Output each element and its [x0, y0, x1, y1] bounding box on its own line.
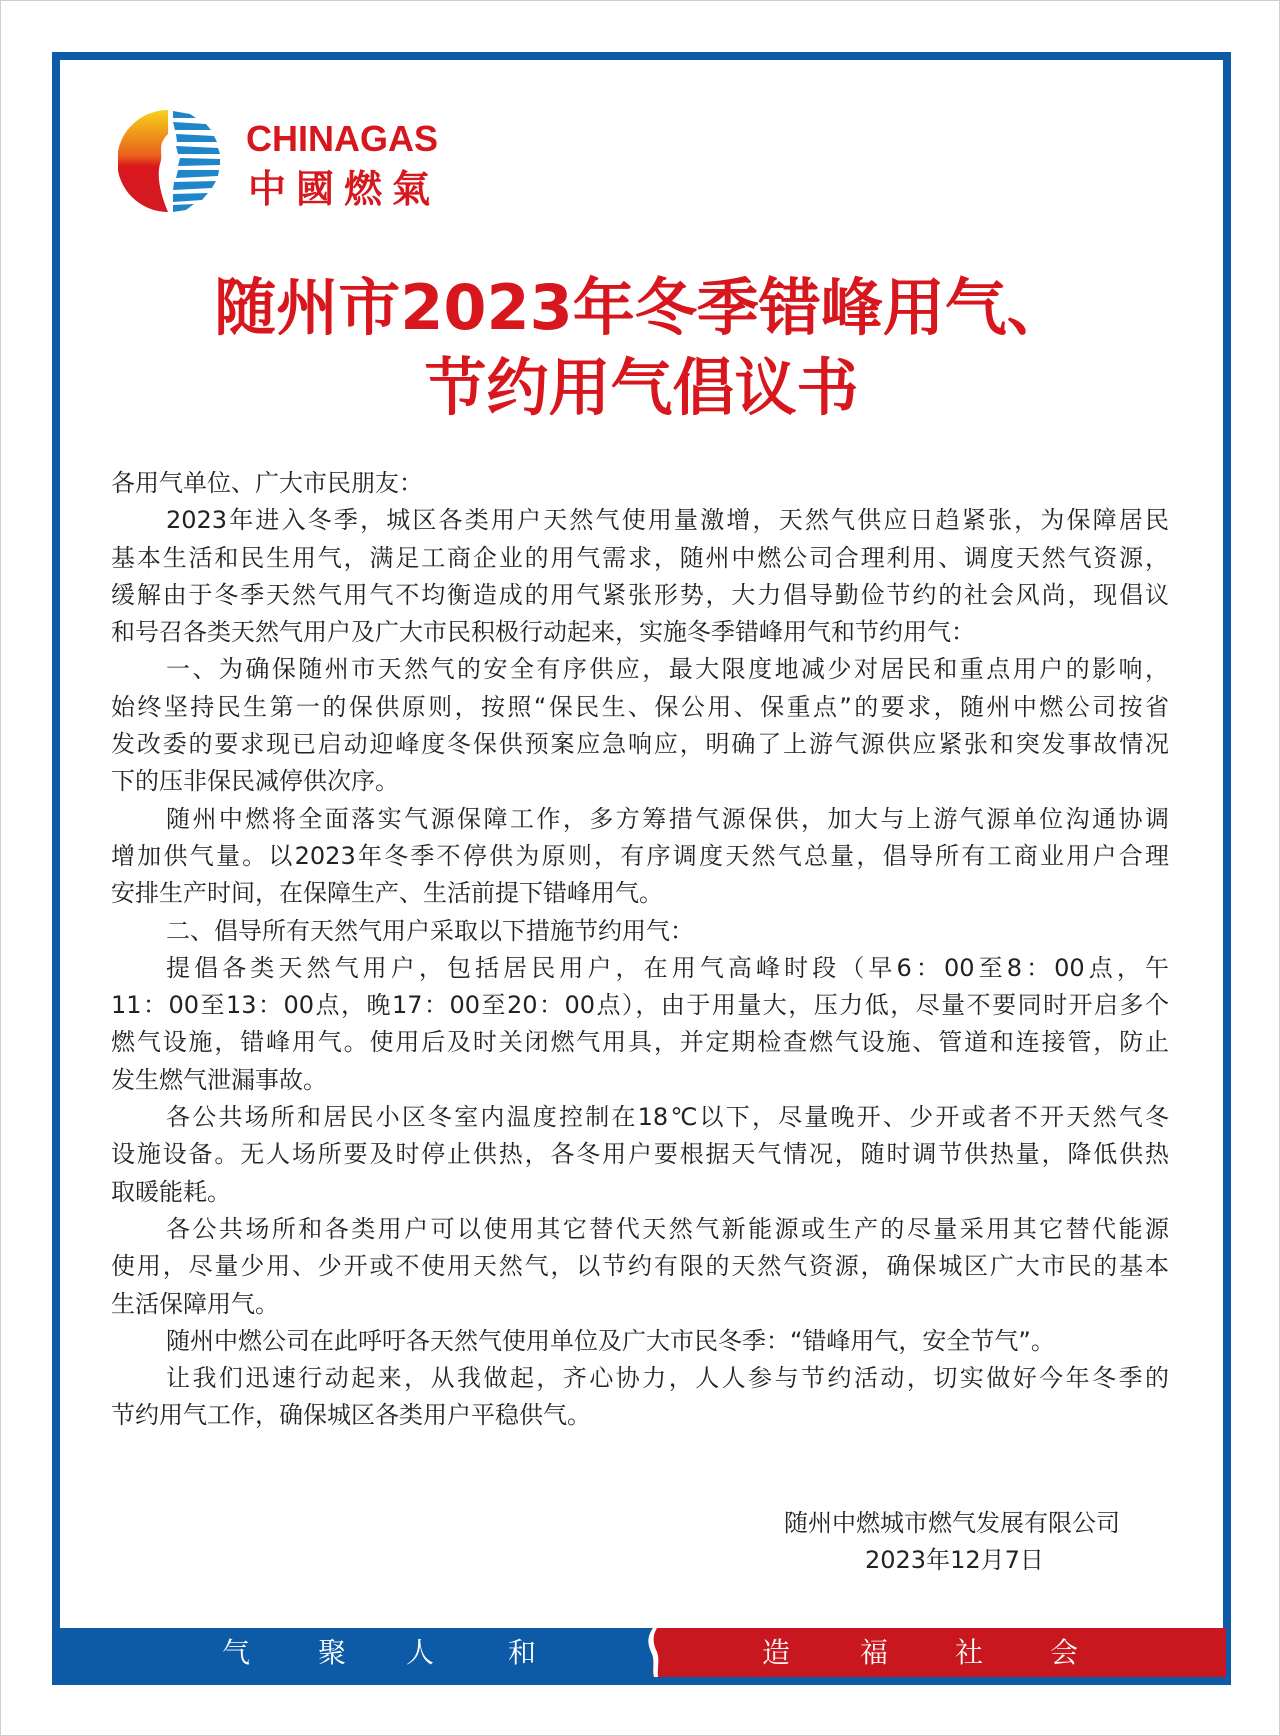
document-title-line2: 节约用气倡议书	[424, 351, 859, 424]
paragraph-3-line: 随州中燃将全面落实气源保障工作，多方筹措气源保供，加大与上游气源单位沟通协调	[166, 805, 1169, 833]
footer-band-blue	[60, 1628, 655, 1677]
paragraph-1-line: 基本生活和民生用气，满足工商企业的用气需求，随州中燃公司合理利用、调度天然气资源，	[111, 544, 1169, 572]
paragraph-9-line: 节约用气工作，确保城区各类用户平稳供气。	[111, 1401, 591, 1429]
signature-date: 2023年12月7日	[865, 1546, 1044, 1574]
flame-wave-icon	[640, 1628, 666, 1677]
slogan-right-char: 造	[762, 1636, 791, 1669]
footer-band-red	[653, 1628, 1226, 1677]
slogan-left-char: 和	[508, 1636, 537, 1669]
paragraph-2-line: 一、为确保随州市天然气的安全有序供应，最大限度地减少对居民和重点用户的影响，	[166, 655, 1169, 683]
paragraph-6-line: 设施设备。无人场所要及时停止供热，各冬用户要根据天气情况，随时调节供热量，降低供热	[111, 1140, 1169, 1168]
paragraph-7-line: 生活保障用气。	[111, 1290, 279, 1318]
paragraph-6-line: 取暖能耗。	[111, 1178, 231, 1206]
paragraph-2-line: 下的压非保民减停供次序。	[111, 767, 399, 795]
paragraph-5-line: 11：00至13：00点，晚17：00至20：00点），由于用量大，压力低，尽量不要同时开启多个	[111, 991, 1169, 1019]
paragraph-3-line: 安排生产时间，在保障生产、生活前提下错峰用气。	[111, 879, 663, 907]
paragraph-6-line: 各公共场所和居民小区冬室内温度控制在18℃以下，尽量晚开、少开或者不开天然气冬	[166, 1103, 1169, 1131]
slogan-right-char: 福	[860, 1636, 889, 1669]
paragraph-5-line: 发生燃气泄漏事故。	[111, 1066, 327, 1094]
slogan-left-char: 气	[222, 1636, 251, 1669]
paragraph-1-line: 2023年进入冬季，城区各类用户天然气使用量激增，天然气供应日趋紧张，为保障居民	[166, 506, 1169, 534]
chinagas-logo-icon	[118, 108, 224, 214]
paragraph-1-line: 和号召各类天然气用户及广大市民积极行动起来，实施冬季错峰用气和节约用气：	[111, 618, 975, 646]
paragraph-7-line: 使用，尽量少用、少开或不使用天然气，以节约有限的天然气资源，确保城区广大市民的基本	[111, 1252, 1169, 1280]
paragraph-9-line: 让我们迅速行动起来，从我做起，齐心协力，人人参与节约活动，切实做好今年冬季的	[166, 1364, 1169, 1392]
slogan-left-char: 人	[406, 1636, 435, 1669]
paragraph-1-line: 缓解由于冬季天然气用气不均衡造成的用气紧张形势，大力倡导勤俭节约的社会风尚，现倡议	[111, 581, 1169, 609]
slogan-left-char: 聚	[318, 1636, 347, 1669]
paragraph-7-line: 各公共场所和各类用户可以使用其它替代天然气新能源或生产的尽量采用其它替代能源	[166, 1215, 1169, 1243]
paragraph-5-line: 燃气设施，错峰用气。使用后及时关闭燃气用具，并定期检查燃气设施、管道和连接管，防止	[111, 1028, 1169, 1056]
slogan-right-char: 会	[1050, 1636, 1079, 1669]
signature-company: 随州中燃城市燃气发展有限公司	[784, 1509, 1120, 1537]
paragraph-4-line: 二、倡导所有天然气用户采取以下措施节约用气：	[166, 917, 694, 945]
paragraph-2-line: 发改委的要求现已启动迎峰度冬保供预案应急响应，明确了上游气源供应紧张和突发事故情况	[111, 730, 1169, 758]
slogan-right-char: 社	[955, 1636, 984, 1669]
salutation: 各用气单位、广大市民朋友：	[111, 469, 423, 497]
brand-name-en: CHINAGAS	[246, 118, 439, 159]
brand-name-cn: 中國燃氣	[248, 167, 441, 211]
document-title-line1: 随州市2023年冬季错峰用气、	[214, 271, 1069, 344]
paragraph-5-line: 提倡各类天然气用户，包括居民用户，在用气高峰时段（早6：00至8：00点，午	[166, 954, 1169, 982]
paragraph-8-line: 随州中燃公司在此呼吁各天然气使用单位及广大市民冬季：“错峰用气，安全节气”。	[166, 1327, 1055, 1355]
paragraph-3-line: 增加供气量。以2023年冬季不停供为原则，有序调度天然气总量，倡导所有工商业用户合理	[111, 842, 1169, 870]
paragraph-2-line: 始终坚持民生第一的保供原则，按照“保民生、保公用、保重点”的要求，随州中燃公司按省	[111, 693, 1169, 721]
